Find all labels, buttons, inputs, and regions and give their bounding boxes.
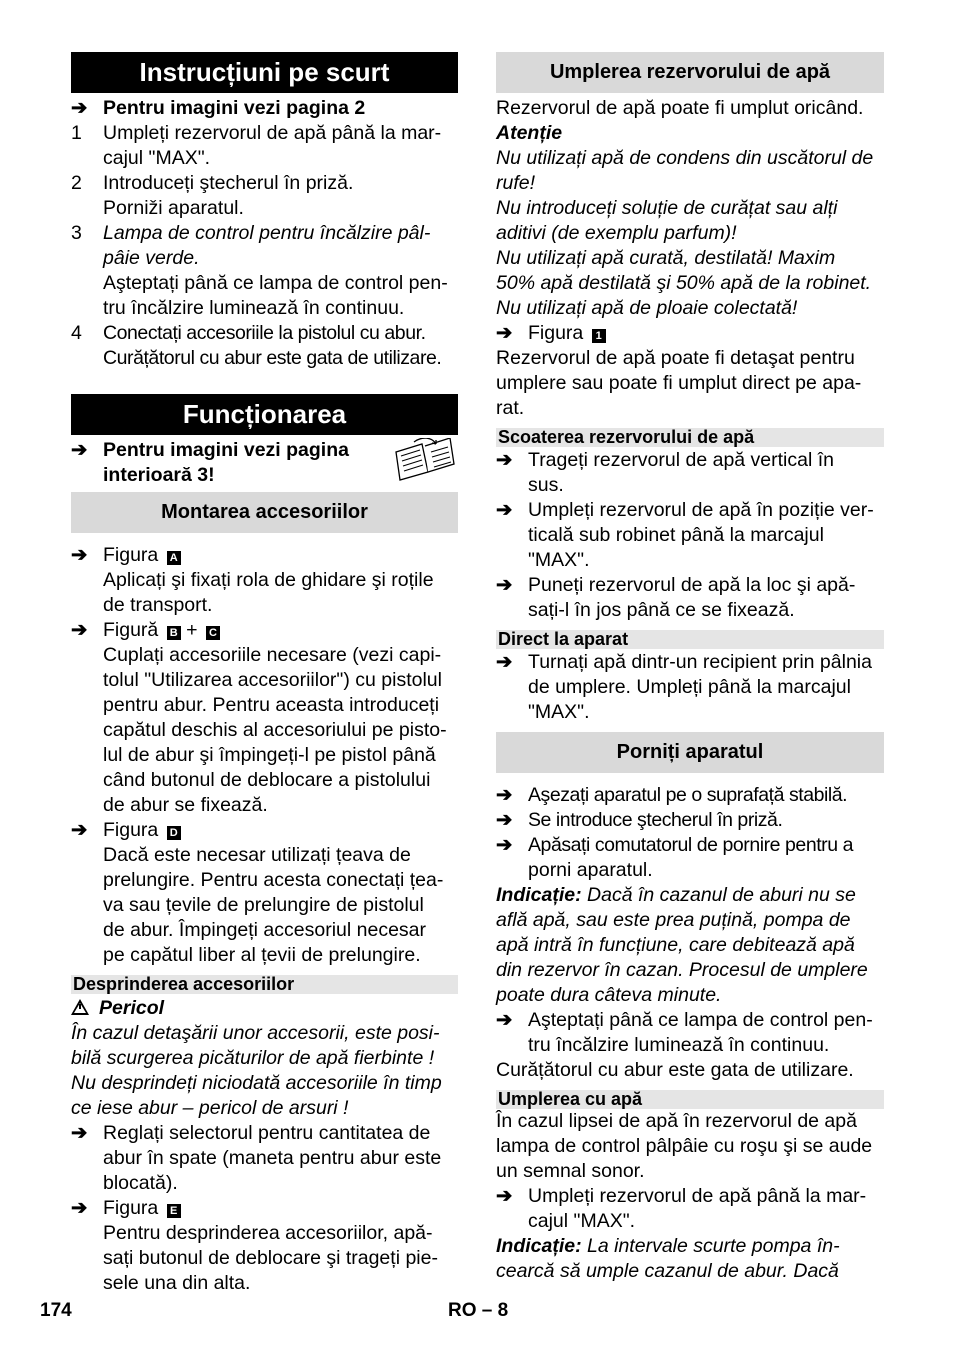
quick-step [71, 321, 458, 371]
note-2-text: Indicație: La intervale scurte pompa în- cearcă să umple cazanul de abur. Dacă [496, 1235, 840, 1282]
text-line: În cazul detaşării unor accesorii, este posi- [71, 1022, 440, 1044]
quick-step [71, 171, 458, 221]
text-line: Nu utilizați apă de ploaie colectată! [496, 297, 798, 319]
text-line: va sau țevile de prelungire de pistolul [103, 894, 424, 916]
bullet-step [496, 448, 884, 498]
figure-1-step: ➔ Figura 1 [496, 321, 884, 346]
text-line: Rezervorul de apă poate fi detaşat pentru [496, 347, 855, 369]
step-number: 1 [71, 122, 82, 144]
text-line: pâie verde. [103, 247, 200, 269]
adjust-selector-step [71, 1121, 458, 1196]
warning-triangle-icon [71, 999, 89, 1015]
arrow-right-icon: ➔ [496, 834, 513, 856]
text-line: pentru abur. Pentru aceasta introduceți [103, 694, 440, 716]
text-line: sați butonul de deblocare şi trageți pie- [103, 1247, 438, 1269]
text-line: Trageți rezervorul de apă vertical în [528, 449, 835, 471]
arrow-right-icon: ➔ [496, 1185, 513, 1207]
text-line: lampa de control pâlpâie cu roşu şi se aude [496, 1135, 873, 1157]
text-line: Umpleți rezervorul de apă până la mar- [103, 122, 442, 144]
note-text: Indicație: Dacă în cazanul de aburi nu se află apă, sau este prea puțină, pompa de apă intră în funcțiune, care debitează apă din rezervor în cazan. Procesul de umplere poate dura câteva minute. [496, 884, 868, 1006]
text-line: Lampa de control pentru încălzire pâl- [103, 222, 431, 244]
arrow-right-icon: ➔ [496, 784, 513, 806]
start-steps-list [496, 783, 884, 883]
text-line: porni aparatul. [528, 859, 653, 881]
subsection-filling-water-tank: Umplerea rezervorului de apă [496, 52, 884, 93]
figure-letter-badge: C [206, 626, 220, 640]
bullet-step [496, 498, 884, 573]
quick-steps-list [71, 121, 458, 371]
text-line: Umpleți rezervorul de apă în poziție ver- [528, 499, 874, 521]
text-line: Cuplați accesoriile necesare (vezi capi- [103, 644, 442, 666]
step-number: 2 [71, 172, 82, 194]
arrow-right-icon: ➔ [496, 1009, 513, 1031]
arrow-right-icon: ➔ [71, 819, 88, 841]
text-line: ticală sub robinet până la marcajul [528, 524, 824, 546]
text-line: cajul "MAX". [103, 147, 211, 169]
text-line: umplere sau poate fi umplut direct pe apa- [496, 372, 862, 394]
bullet-step [496, 573, 884, 623]
text-line: Aşteptați până ce lampa de control pen- [103, 272, 448, 294]
figure-letter-badge: E [167, 1204, 181, 1218]
text-line: sele una din alta. [103, 1272, 251, 1294]
text-line: Dacă este necesar utilizați țeava de [103, 844, 411, 866]
text-line: Turnați apă dintr-un recipient prin pâlnia [528, 651, 872, 673]
text-line: Puneți rezervorul de apă la loc şi apă- [528, 574, 856, 596]
text-line: Nu utilizați apă de condens din uscătorul de [496, 147, 874, 169]
arrow-right-icon: ➔ [71, 544, 88, 566]
refill-step: ➔ Umpleți rezervorul de apă până la mar- cajul "MAX". [496, 1185, 867, 1232]
subsection-detaching-accessories: Desprinderea accesoriilor [71, 975, 458, 994]
text-line: pe capătul liber al țevii de prelungire. [103, 944, 421, 966]
text-line: rufe! [496, 172, 536, 194]
step-number: 3 [71, 222, 82, 244]
text-line: Conectați accesoriile la pistolul cu abur. [103, 322, 426, 344]
figure-d-text [103, 843, 458, 968]
arrow-right-icon: ➔ [71, 439, 88, 461]
text-line: de umplere. Umpleți până la marcajul [528, 676, 851, 698]
figure-letter-badge: D [167, 826, 181, 840]
subsection-direct-fill: Direct la aparat [496, 630, 884, 649]
text-line: abur în spate (maneta pentru abur este [103, 1147, 442, 1169]
quick-step [71, 121, 458, 171]
text-line: un semnal sonor. [496, 1160, 645, 1182]
arrow-right-icon: ➔ [496, 449, 513, 471]
section-title-operation: Funcționarea [71, 394, 458, 435]
wait-step: ➔ Aşteptați până ce lampa de control pen- tru încălzire luminează în continuu. [496, 1009, 873, 1056]
figure-bc-text [103, 643, 458, 818]
text-line: sați-l în jos până ce se fixează. [528, 599, 795, 621]
text-line: tolul "Utilizarea accesoriilor") cu pistolul [103, 669, 442, 691]
right-column [496, 52, 884, 1284]
bullet-step [496, 833, 884, 883]
text-line: ce iese abur – pericol de arsuri ! [71, 1097, 349, 1119]
caution-text [496, 146, 884, 321]
arrow-right-icon: ➔ [71, 619, 88, 641]
left-column [71, 52, 458, 1296]
text-line: Aşezați aparatul pe o suprafață stabilă. [528, 784, 848, 806]
see-images-note: ➔ Pentru imagini vezi pagina 2 [71, 97, 366, 119]
arrow-right-icon: ➔ [71, 1197, 88, 1219]
arrow-right-icon: ➔ [496, 499, 513, 521]
figure-letter-badge: B [167, 626, 181, 640]
text-line: Curățătorul cu abur este gata de utilizare. [103, 347, 442, 369]
text-line: Reglați selectorul pentru cantitatea de [103, 1122, 431, 1144]
text-line: Porniži aparatul. [103, 197, 244, 219]
step-number: 4 [71, 322, 82, 344]
arrow-right-icon: ➔ [496, 574, 513, 596]
text-line: Nu introduceți soluție de curățat sau alți [496, 197, 838, 219]
ready-text: Curățătorul cu abur este gata de utilizare. [496, 1059, 854, 1081]
arrow-right-icon: ➔ [496, 809, 513, 831]
text-line: "MAX". [528, 701, 590, 723]
refill-text [496, 1109, 884, 1184]
page-number: 174 [40, 1300, 72, 1321]
direct-fill-step [496, 650, 884, 725]
subsection-start-device: Porniți aparatul [496, 732, 884, 773]
caution-heading: Atenție [496, 122, 563, 144]
figure-e-text [103, 1221, 458, 1296]
text-line: tru încălzire luminează în continuu. [103, 297, 405, 319]
figure-bc-step: ➔ Figură B + C Cuplați accesoriile necesare (vezi capi- tolul "Utilizarea accesoriilor") cu pistolul pentru abur. Pentru aceasta introduceți capătul deschis al accesoriului pe pisto- lul de abur şi împingeți-l pe pistol până când butonul de deblocare a pistolului de abur se fixează. [71, 618, 458, 818]
text-line: capătul deschis al accesoriului pe pisto- [103, 719, 447, 741]
text-line: Apăsați comutatorul de pornire pentru a [528, 834, 853, 856]
text-line: Pentru desprinderea accesoriilor, apă- [103, 1222, 433, 1244]
text-line: de abur se fixează. [103, 794, 268, 816]
text-line: "MAX". [528, 549, 590, 571]
section-title-short-instructions: Instrucțiuni pe scurt [71, 52, 458, 93]
intro-text: Rezervorul de apă poate fi umplut oricând. [496, 97, 864, 119]
text-line: blocată). [103, 1172, 178, 1194]
text-line: prelungire. Pentru acesta conectați țea- [103, 869, 444, 891]
remove-steps-list [496, 448, 884, 623]
text-line: Se introduce ştecherul în priză. [528, 809, 783, 831]
text-line: lul de abur şi împingeți-l pe pistol până [103, 744, 436, 766]
text-line: când butonul de deblocare a pistolului [103, 769, 431, 791]
figure-letter-badge: A [167, 551, 181, 565]
subsection-filling-water: Umplerea cu apă [496, 1090, 884, 1109]
arrow-right-icon: ➔ [496, 651, 513, 673]
arrow-right-icon: ➔ [71, 1122, 88, 1144]
arrow-right-icon: ➔ [71, 97, 88, 119]
figure-d-step: ➔ Figura D Dacă este necesar utilizați țeava de prelungire. Pentru acesta conectați țea- va sau țevile de prelungire de pistolul de abur. Împingeți accesoriul necesar pe capătul liber al țevii de prelungire. [71, 818, 458, 968]
text-line: 50% apă destilată şi 50% apă de la robinet. [496, 272, 872, 294]
text-line: sus. [528, 474, 564, 496]
text-line: Introduceți ştecherul în priză. [103, 172, 354, 194]
see-images-interior-note: ➔ Pentru imagini vezi pagina interioară 3! [71, 438, 458, 488]
arrow-right-icon: ➔ [496, 322, 513, 344]
subsection-mounting-accessories: Montarea accesoriilor [71, 492, 458, 533]
subsection-removing-tank: Scoaterea rezervorului de apă [496, 428, 884, 447]
figure-e-step: ➔ Figura E Pentru desprinderea accesoriilor, apă- sați butonul de deblocare şi trageți pie- sele una din alta. [71, 1196, 458, 1296]
text-line: de abur. Împingeți accesoriul necesar [103, 919, 427, 941]
danger-text [71, 1021, 458, 1121]
text-line: Nu utilizați apă curată, destilată! Maxim [496, 247, 836, 269]
text-line: rat. [496, 397, 525, 419]
text-line: În cazul lipsei de apă în rezervorul de apă [496, 1110, 857, 1132]
figure-number-badge: 1 [592, 329, 606, 343]
text-line: aditivi (de exemplu parfum)! [496, 222, 737, 244]
text-line: Nu desprindeți niciodată accesoriile în timp [71, 1072, 442, 1094]
open-book-icon [392, 438, 458, 482]
bullet-step [496, 808, 884, 833]
section-page-code: RO – 8 [448, 1300, 509, 1321]
text-line: bilă scurgerea picăturilor de apă fierbinte ! [71, 1047, 435, 1069]
danger-heading: Pericol [71, 996, 458, 1021]
detach-text [496, 346, 884, 421]
quick-step [71, 221, 458, 321]
bullet-step [496, 783, 884, 808]
figure-a-step: ➔ Figura A Aplicați şi fixați rola de ghidare şi roțile de transport. [71, 544, 434, 616]
